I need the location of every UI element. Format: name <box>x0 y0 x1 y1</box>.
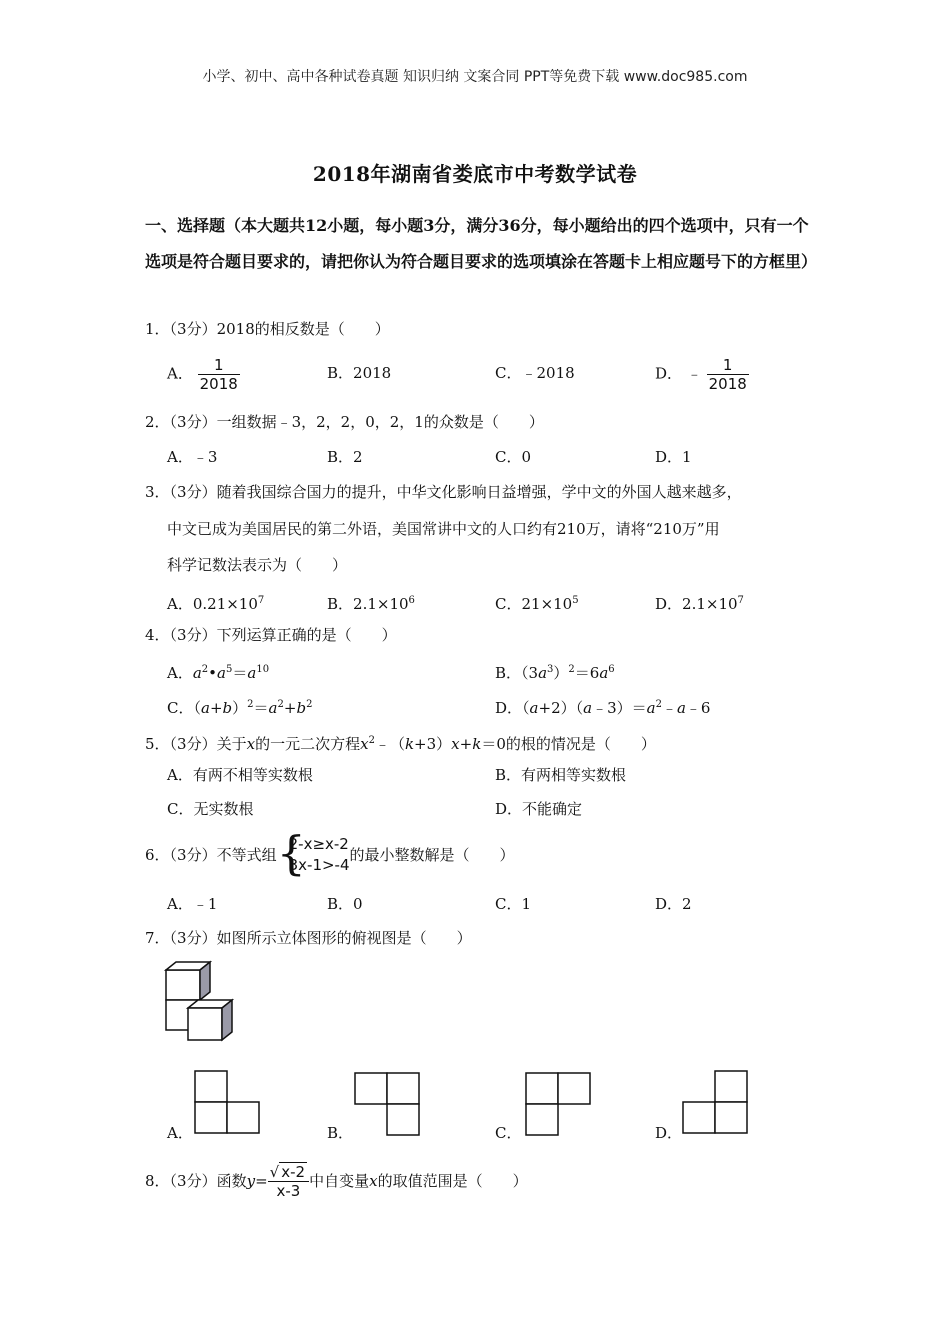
option-c: C．﹣2018 <box>495 364 575 382</box>
option-label: D． <box>495 699 523 717</box>
question-text: 下列运算正确的是（ ） <box>216 626 397 644</box>
solid-figure-diagram <box>162 958 244 1046</box>
option-a: A．有两不相等实数根 <box>167 766 313 784</box>
option-c: C．1 <box>495 895 532 913</box>
option-d-view-diagram <box>682 1070 748 1134</box>
question-score: （3分） <box>169 735 217 753</box>
option-b: B．0 <box>327 895 363 913</box>
fraction-denominator: 2018 <box>199 375 238 393</box>
exponent: 7 <box>737 595 744 606</box>
question-number: 6． <box>145 846 170 864</box>
question-4 <box>145 624 397 646</box>
question-text: 函数 <box>216 1172 247 1190</box>
brace-icon: { <box>276 826 306 880</box>
fraction-numerator <box>268 1162 309 1181</box>
question-text: 的根的情况是（ ） <box>505 735 656 753</box>
option-c <box>495 590 579 615</box>
option-d: D．$(a+2)(a﹣3)=a^2﹣a﹣6$ <box>495 699 711 717</box>
option-text: C．21×10 <box>495 595 573 613</box>
question-1 <box>145 318 390 340</box>
variable: x <box>369 1172 378 1190</box>
question-text: 一组数据﹣3，2，2，0，2，1的众数是（ ） <box>216 413 544 431</box>
page-title: 2018年湖南省娄底市中考数学试卷 <box>312 162 638 186</box>
variable: y <box>246 1172 256 1190</box>
question-text: 关于 <box>216 735 247 753</box>
question-number: 1． <box>145 320 170 338</box>
question-text-line: 中文已成为美国居民的第二外语，美国常讲中文的人口约有210万，请将“210万”用 <box>167 520 720 538</box>
option-d: D． <box>655 1124 683 1142</box>
option-a: A．﹣1 <box>167 895 218 913</box>
option-d: D．2 <box>655 895 692 913</box>
equals-sign: = <box>255 1172 268 1190</box>
section-heading: 一、选择题（本大题共12小题，每小题3分，满分36分，每小题给出的四个选项中，只有一个选项是符合题目要求的，请把你认为符合题目要求的选项填涂在答题卡上相应题号下的方框里） <box>145 216 818 271</box>
option-a: A．﹣3 <box>167 448 218 466</box>
question-score: （3分） <box>169 846 217 864</box>
inequality-system <box>276 826 350 880</box>
option-text: B．2.1×10 <box>327 595 409 613</box>
question-text-line: 随着我国综合国力的提升，中华文化影响日益增强，学中文的外国人越来越多， <box>216 483 742 501</box>
fraction-denominator: 2018 <box>708 375 747 393</box>
option-d <box>655 356 749 393</box>
question-number: 5． <box>145 735 170 753</box>
option-a: A．$a^2•a^5=a^{10}$ <box>167 664 270 682</box>
question-score: （3分） <box>169 320 217 338</box>
option-label: A． <box>167 364 193 383</box>
fraction <box>198 356 240 393</box>
question-score: （3分） <box>169 1172 217 1190</box>
question-score: （3分） <box>169 483 217 501</box>
option-c-view-diagram <box>525 1072 591 1136</box>
question-number: 2． <box>145 413 170 431</box>
option-b: B． <box>327 1124 354 1142</box>
option-b: B．有两相等实数根 <box>495 766 627 784</box>
option-c: C． <box>495 1124 522 1142</box>
question-text: 的一元二次方程 <box>255 735 361 753</box>
question-text: 不等式组 <box>216 846 277 864</box>
question-text: 的取值范围是（ ） <box>377 1172 528 1190</box>
option-label: D． <box>655 364 683 383</box>
fraction-numerator: 1 <box>722 356 733 374</box>
fraction <box>707 356 749 393</box>
option-d <box>655 590 744 615</box>
option-b <box>327 590 415 615</box>
question-number: 3． <box>145 483 170 501</box>
fraction-numerator: 1 <box>213 356 224 374</box>
option-a <box>167 356 240 393</box>
question-text: 中自变量 <box>309 1172 370 1190</box>
question-text: 的最小整数解是（ ） <box>349 846 515 864</box>
sqrt-radicand: x-2 <box>281 1163 306 1181</box>
option-a-view-diagram <box>194 1070 260 1134</box>
question-2 <box>145 411 544 433</box>
option-b-view-diagram <box>354 1072 420 1136</box>
option-label: B． <box>495 664 522 682</box>
question-text: 2018的相反数是（ ） <box>216 320 390 338</box>
exponent: 5 <box>572 595 579 606</box>
option-b: B．2 <box>327 448 363 466</box>
option-c: C．0 <box>495 448 532 466</box>
option-a <box>167 590 264 615</box>
option-b: B．$(3a^3)^2=6a^6$ <box>495 664 615 682</box>
option-b: B．2018 <box>327 364 392 382</box>
question-text-line: 科学记数法表示为（ ） <box>167 556 348 574</box>
question-3 <box>145 481 742 503</box>
question-number: 7． <box>145 929 170 947</box>
question-score: （3分） <box>169 929 217 947</box>
option-c: C．$(a+b)^2=a^2+b^2$ <box>167 699 313 717</box>
question-score: （3分） <box>169 413 217 431</box>
option-c: C．无实数根 <box>167 800 254 818</box>
question-6 <box>145 826 515 880</box>
question-7 <box>145 927 472 949</box>
exponent: 6 <box>408 595 415 606</box>
option-label: C． <box>167 699 194 717</box>
question-text: 如图所示立体图形的俯视图是（ ） <box>216 929 472 947</box>
option-a: A． <box>167 1124 193 1142</box>
option-d: D．1 <box>655 448 692 466</box>
question-5 <box>145 730 656 755</box>
variable: x <box>246 735 256 753</box>
minus-sign: ﹣ <box>686 364 702 383</box>
question-8 <box>145 1162 528 1200</box>
inequality-line: 2-x≥x-2 <box>288 835 349 853</box>
option-label: A． <box>167 664 193 682</box>
fraction <box>268 1162 309 1200</box>
fraction-denominator: x-3 <box>268 1181 309 1200</box>
sqrt-icon: √ <box>269 1163 280 1181</box>
exponent: 7 <box>257 595 265 606</box>
question-score: （3分） <box>169 626 217 644</box>
equation: $x^2﹣(k+3)x+k=0$ <box>360 735 506 753</box>
option-text: D．2.1×10 <box>655 595 738 613</box>
option-d: D．不能确定 <box>495 800 583 818</box>
inequality-line: 3x-1>-4 <box>288 856 350 874</box>
question-number: 4． <box>145 626 170 644</box>
question-number: 8． <box>145 1172 170 1190</box>
option-text: A．0.21×10 <box>167 595 258 613</box>
page-header: 小学、初中、高中各种试卷真题 知识归纳 文案合同 PPT等免费下载 www.doc985.com <box>202 69 748 85</box>
